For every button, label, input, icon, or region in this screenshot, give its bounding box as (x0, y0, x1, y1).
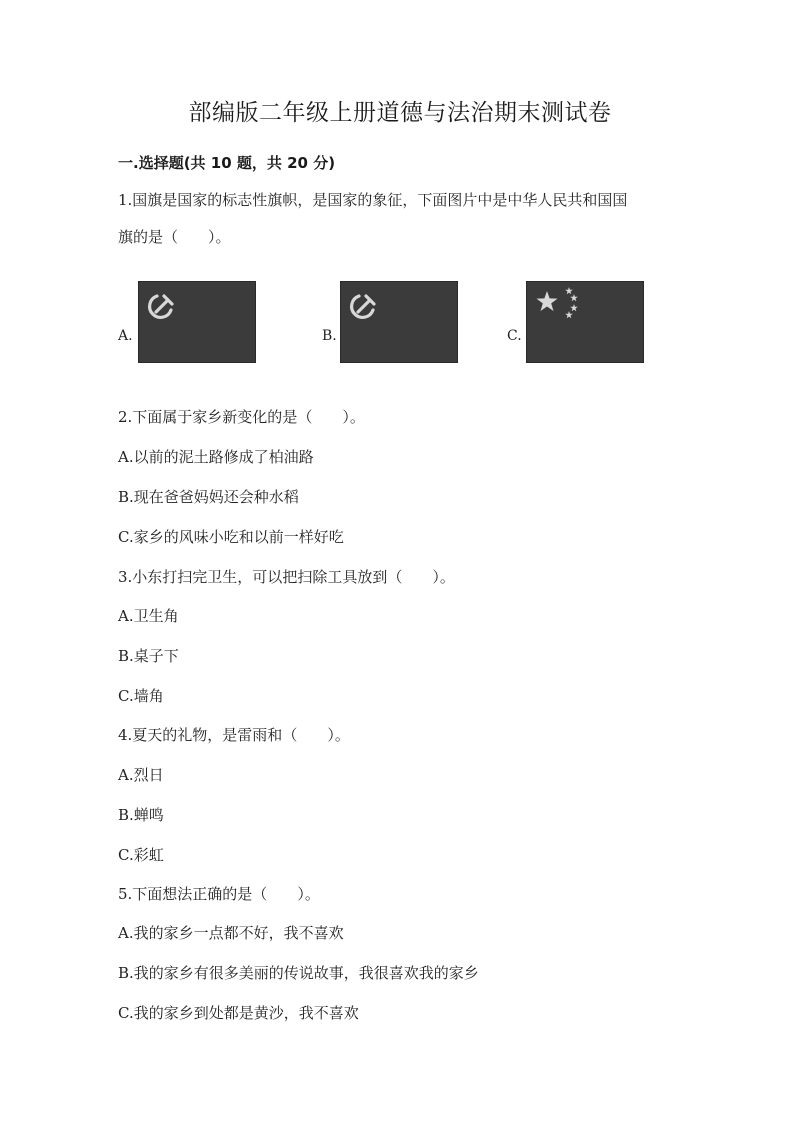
question-4-option-c: C.彩虹 (118, 846, 164, 864)
question-2-option-a: A.以前的泥土路修成了柏油路 (118, 448, 314, 466)
question-3-option-c: C.墙角 (118, 687, 164, 705)
question-2-option-b: B.现在爸爸妈妈还会种水稻 (118, 488, 299, 506)
page-title: 部编版二年级上册道德与法治期末测试卷 (188, 100, 612, 126)
flag-option-b-label: B. (322, 328, 337, 344)
section-heading: 一.选择题(共 10 题，共 20 分) (118, 154, 336, 172)
question-5-option-c: C.我的家乡到处都是黄沙，我不喜欢 (118, 1004, 359, 1022)
flag-option-a-label: A. (118, 328, 133, 344)
question-1-stem-line-2: 旗的是（ ）。 (118, 228, 231, 246)
five-star-flag-icon (526, 281, 644, 363)
question-5-stem: 5.下面想法正确的是（ ）。 (118, 885, 320, 903)
question-4-option-b: B.蝉鸣 (118, 806, 164, 824)
hammer-sickle-flag-icon (340, 281, 458, 363)
hammer-sickle-flag-icon (138, 281, 256, 363)
flag-option-c-label: C. (507, 328, 522, 344)
question-2-option-c: C.家乡的风味小吃和以前一样好吃 (118, 528, 344, 546)
question-2-stem: 2.下面属于家乡新变化的是（ ）。 (118, 408, 365, 426)
question-3-option-b: B.桌子下 (118, 647, 179, 665)
question-5-option-a: A.我的家乡一点都不好，我不喜欢 (118, 924, 344, 942)
question-4-stem: 4.夏天的礼物，是雷雨和（ ）。 (118, 726, 350, 744)
question-3-stem: 3.小东打扫完卫生，可以把扫除工具放到（ ）。 (118, 568, 455, 586)
question-3-option-a: A.卫生角 (118, 607, 179, 625)
question-4-option-a: A.烈日 (118, 766, 164, 784)
question-1-stem-line-1: 1.国旗是国家的标志性旗帜，是国家的象征，下面图片中是中华人民共和国国 (118, 191, 628, 209)
question-5-option-b: B.我的家乡有很多美丽的传说故事，我很喜欢我的家乡 (118, 964, 479, 982)
